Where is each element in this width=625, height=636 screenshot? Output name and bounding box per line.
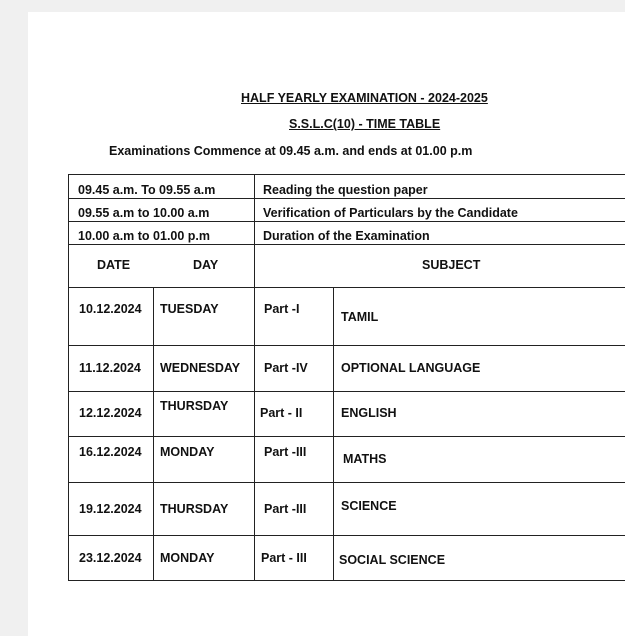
exam-date: 16.12.2024 bbox=[79, 445, 142, 459]
exam-subject: OPTIONAL LANGUAGE bbox=[341, 361, 481, 375]
grid-line bbox=[68, 345, 625, 346]
exam-part: Part -IV bbox=[264, 361, 308, 375]
schedule-activity: Reading the question paper bbox=[263, 183, 428, 197]
schedule-time: 09.55 a.m to 10.00 a.m bbox=[78, 206, 210, 220]
grid-line bbox=[68, 391, 625, 392]
exam-part: Part - II bbox=[260, 406, 303, 420]
exam-date: 11.12.2024 bbox=[79, 361, 141, 375]
schedule-time: 09.45 a.m. To 09.55 a.m bbox=[78, 183, 216, 197]
exam-subject: SCIENCE bbox=[341, 499, 397, 513]
exam-title: HALF YEARLY EXAMINATION - 2024-2025 bbox=[241, 91, 488, 105]
grid-line bbox=[68, 436, 625, 437]
exam-timing-note: Examinations Commence at 09.45 a.m. and ends at 01.00 p.m bbox=[109, 144, 473, 158]
subject-column-header: SUBJECT bbox=[422, 258, 481, 272]
grid-line bbox=[68, 174, 69, 581]
exam-subject: SOCIAL SCIENCE bbox=[339, 553, 446, 567]
document-page bbox=[28, 12, 625, 636]
schedule-time: 10.00 a.m to 01.00 p.m bbox=[78, 229, 211, 243]
exam-date: 19.12.2024 bbox=[79, 502, 142, 516]
exam-date: 10.12.2024 bbox=[79, 302, 142, 316]
exam-day: MONDAY bbox=[160, 445, 215, 459]
grid-line bbox=[254, 174, 255, 581]
exam-date: 23.12.2024 bbox=[79, 551, 142, 565]
exam-date: 12.12.2024 bbox=[79, 406, 142, 420]
exam-part: Part -III bbox=[264, 502, 307, 516]
exam-day: TUESDAY bbox=[160, 302, 219, 316]
grid-line bbox=[68, 580, 625, 581]
timetable-subtitle: S.S.L.C(10) - TIME TABLE bbox=[289, 117, 441, 131]
exam-subject: ENGLISH bbox=[341, 406, 397, 420]
grid-line bbox=[68, 482, 625, 483]
grid-line bbox=[68, 244, 625, 245]
exam-subject: TAMIL bbox=[341, 310, 379, 324]
grid-line bbox=[333, 287, 334, 581]
exam-day: THURSDAY bbox=[160, 399, 229, 413]
grid-line bbox=[68, 535, 625, 536]
exam-subject: MATHS bbox=[343, 452, 387, 466]
schedule-activity: Duration of the Examination bbox=[263, 229, 430, 243]
exam-day: MONDAY bbox=[160, 551, 215, 565]
exam-part: Part -III bbox=[264, 445, 307, 459]
grid-line bbox=[68, 221, 625, 222]
exam-day: THURSDAY bbox=[160, 502, 229, 516]
grid-line bbox=[68, 287, 625, 288]
exam-part: Part -I bbox=[264, 302, 300, 316]
date-column-header: DATE bbox=[97, 258, 131, 272]
exam-day: WEDNESDAY bbox=[160, 361, 241, 375]
schedule-activity: Verification of Particulars by the Candidate bbox=[263, 206, 518, 220]
day-column-header: DAY bbox=[193, 258, 219, 272]
grid-line bbox=[68, 174, 625, 175]
grid-line bbox=[153, 287, 154, 581]
exam-part: Part - III bbox=[261, 551, 307, 565]
grid-line bbox=[68, 198, 625, 199]
